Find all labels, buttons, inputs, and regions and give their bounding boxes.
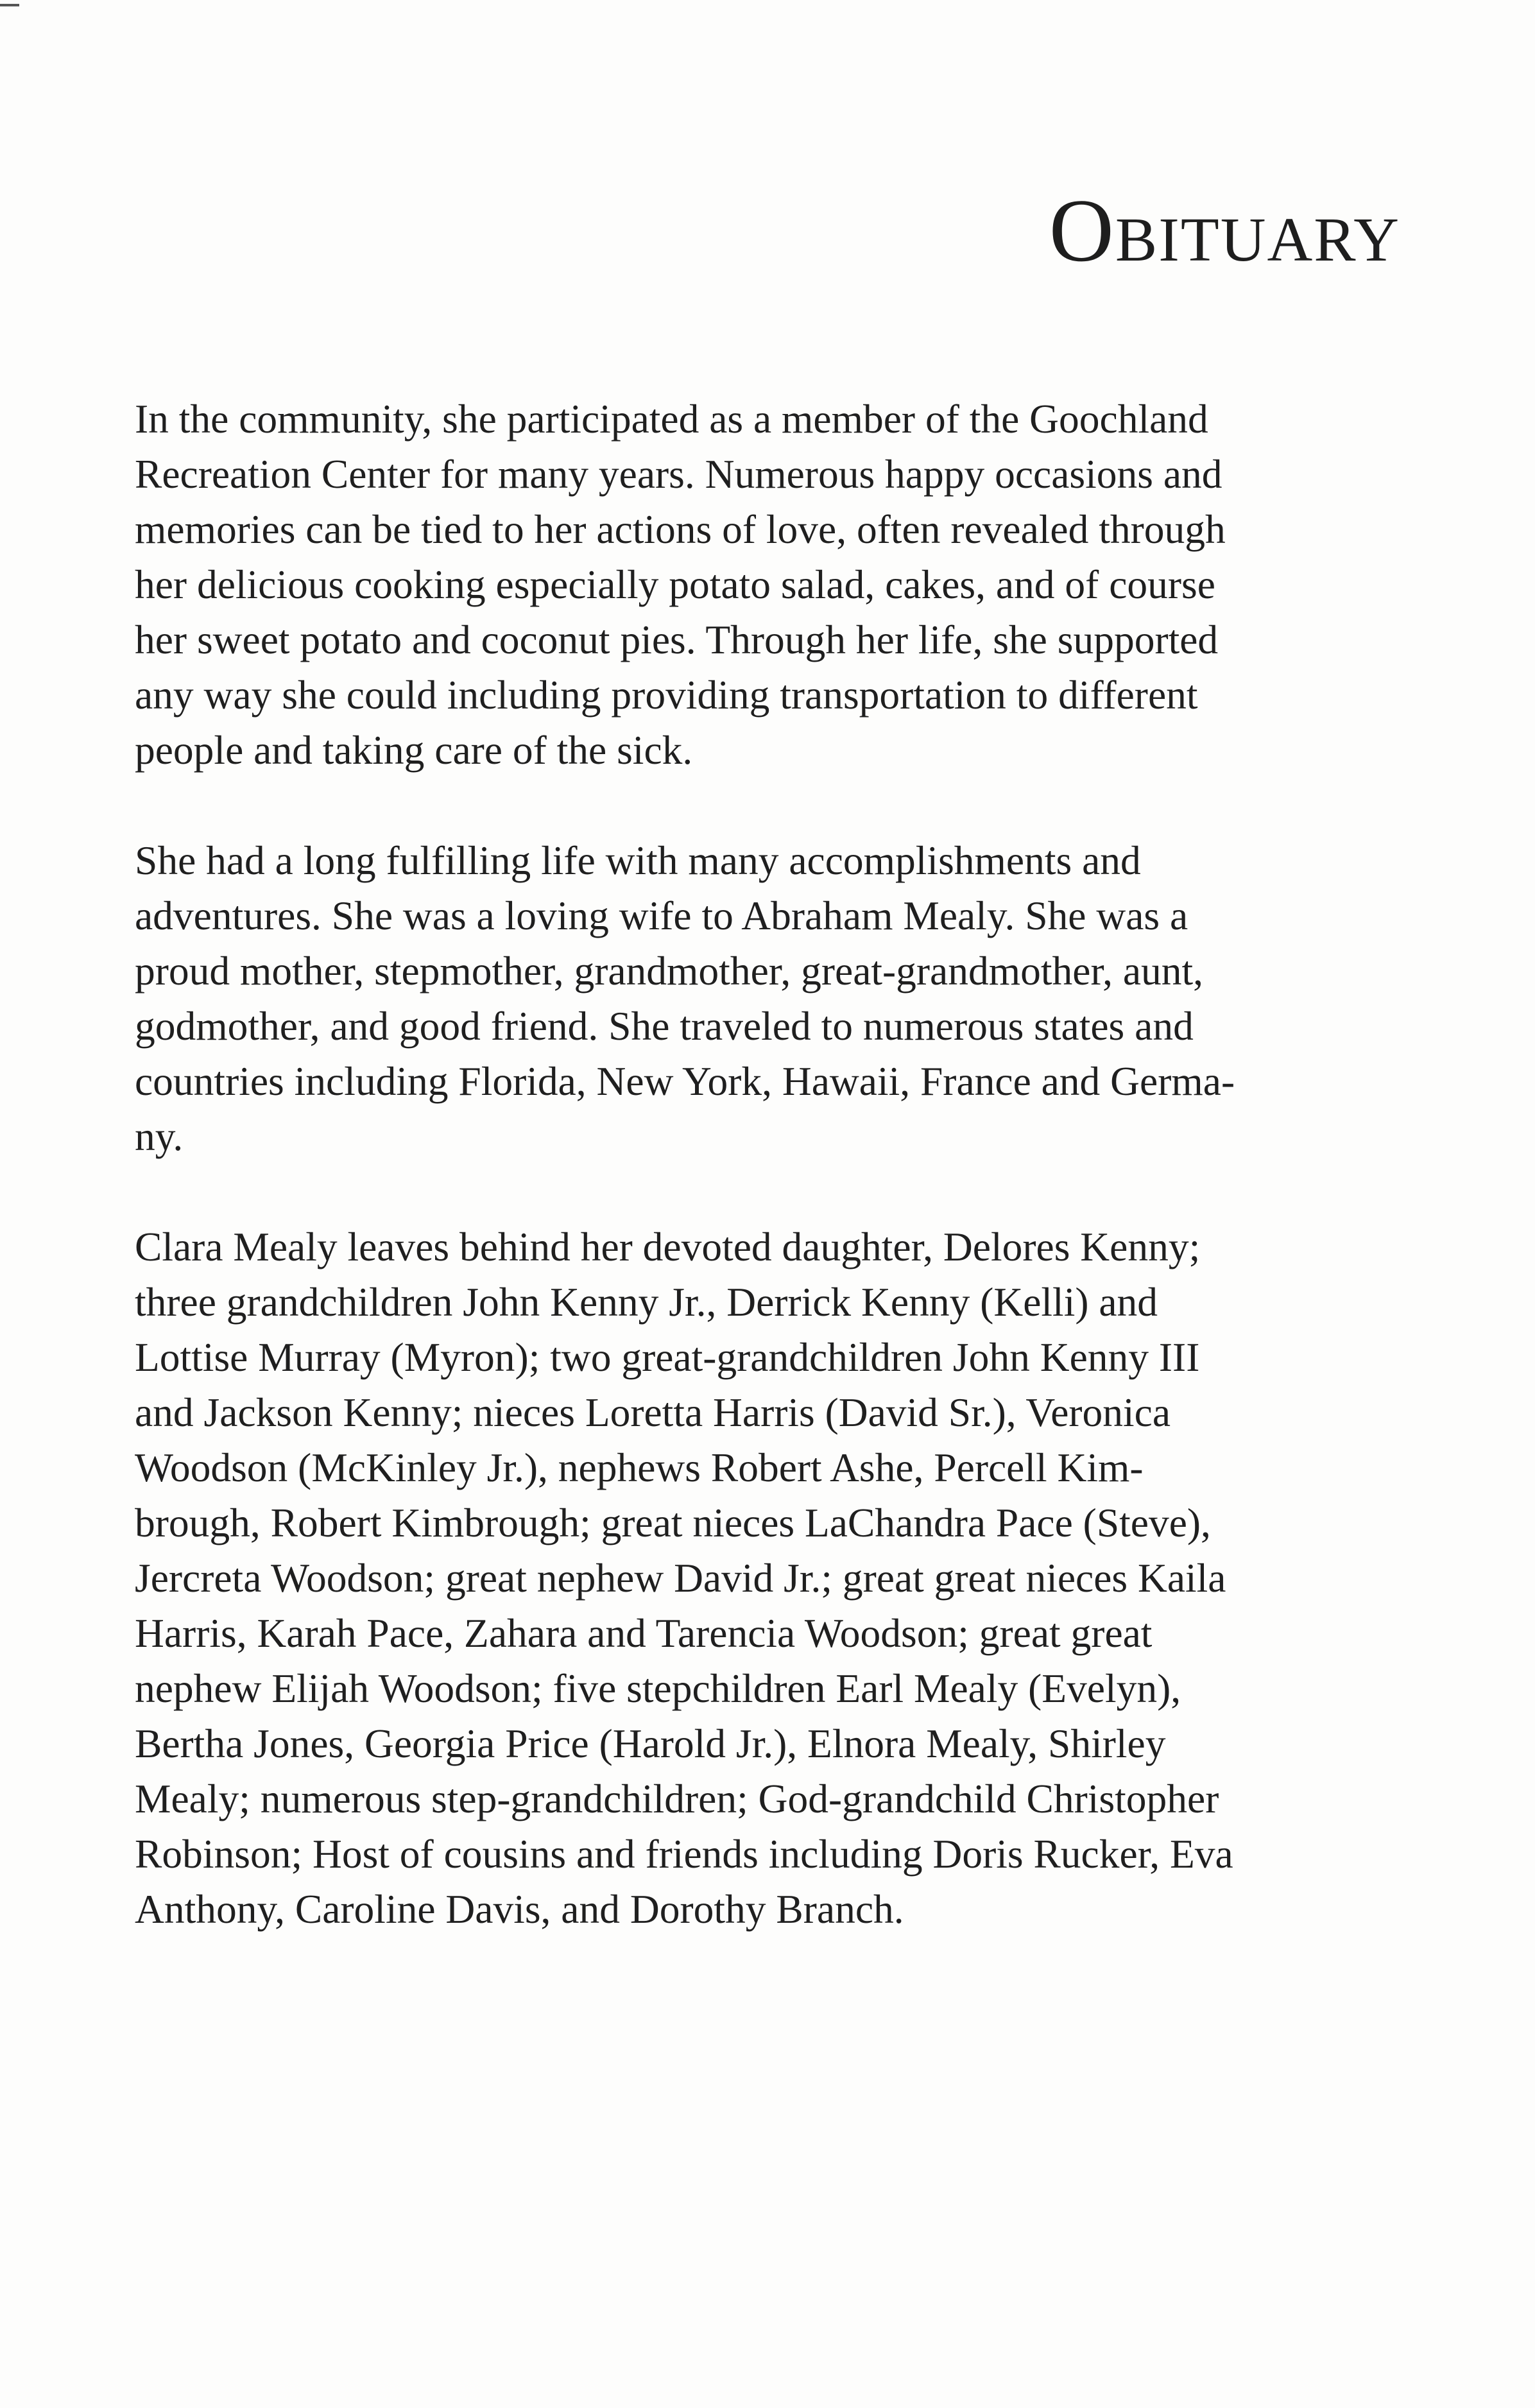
text-line: proud mother, stepmother, grandmother, great-grandmother, aunt, — [135, 948, 1204, 993]
text-line: Bertha Jones, Georgia Price (Harold Jr.), Elnora Mealy, Shirley — [135, 1721, 1166, 1766]
text-line: She had a long fulfilling life with many accomplishments and — [135, 838, 1141, 883]
paragraph-community — [135, 391, 1412, 778]
text-line: Harris, Karah Pace, Zahara and Tarencia Woodson; great great — [135, 1610, 1153, 1656]
text-line: memories can be tied to her actions of love, often revealed through — [135, 506, 1226, 552]
text-line: her sweet potato and coconut pies. Through her life, she supported — [135, 617, 1219, 662]
text-line: and Jackson Kenny; nieces Loretta Harris (David Sr.), Veronica — [135, 1389, 1171, 1435]
text-line: Anthony, Caroline Davis, and Dorothy Branch. — [135, 1886, 904, 1932]
text-line: any way she could including providing transportation to different — [135, 672, 1198, 718]
text-line: her delicious cooking especially potato salad, cakes, and of course — [135, 562, 1215, 607]
text-line: brough, Robert Kimbrough; great nieces LaChandra Pace (Steve), — [135, 1500, 1211, 1545]
text-line: Robinson; Host of cousins and friends including Doris Rucker, Eva — [135, 1831, 1233, 1877]
text-line: Lottise Murray (Myron); two great-grandchildren John Kenny III — [135, 1334, 1200, 1380]
text-line: ny. — [135, 1114, 184, 1159]
text-line: people and taking care of the sick. — [135, 727, 693, 773]
text-line: nephew Elijah Woodson; five stepchildren Earl Mealy (Evelyn), — [135, 1665, 1181, 1711]
text-line: Woodson (McKinley Jr.), nephews Robert Ashe, Percell Kim- — [135, 1445, 1144, 1490]
paragraph-life — [135, 833, 1412, 1164]
text-line: In the community, she participated as a member of the Goochland — [135, 396, 1208, 442]
text-line: adventures. She was a loving wife to Abraham Mealy. She was a — [135, 893, 1188, 938]
page-title: Obituary — [1049, 181, 1400, 280]
scan-edge-mark — [0, 4, 19, 6]
obituary-body — [135, 391, 1412, 1992]
text-line: godmother, and good friend. She traveled to numerous states and — [135, 1003, 1194, 1049]
text-line: Jercreta Woodson; great nephew David Jr.; great great nieces Kaila — [135, 1555, 1226, 1601]
text-line: Recreation Center for many years. Numerous happy occasions and — [135, 451, 1222, 497]
text-line: Clara Mealy leaves behind her devoted daughter, Delores Kenny; — [135, 1224, 1201, 1269]
text-line: Mealy; numerous step-grandchildren; God-grandchild Christopher — [135, 1776, 1219, 1821]
text-line: three grandchildren John Kenny Jr., Derrick Kenny (Kelli) and — [135, 1279, 1158, 1325]
text-line: countries including Florida, New York, Hawaii, France and Germa- — [135, 1058, 1235, 1104]
paragraph-survivors — [135, 1219, 1412, 1937]
